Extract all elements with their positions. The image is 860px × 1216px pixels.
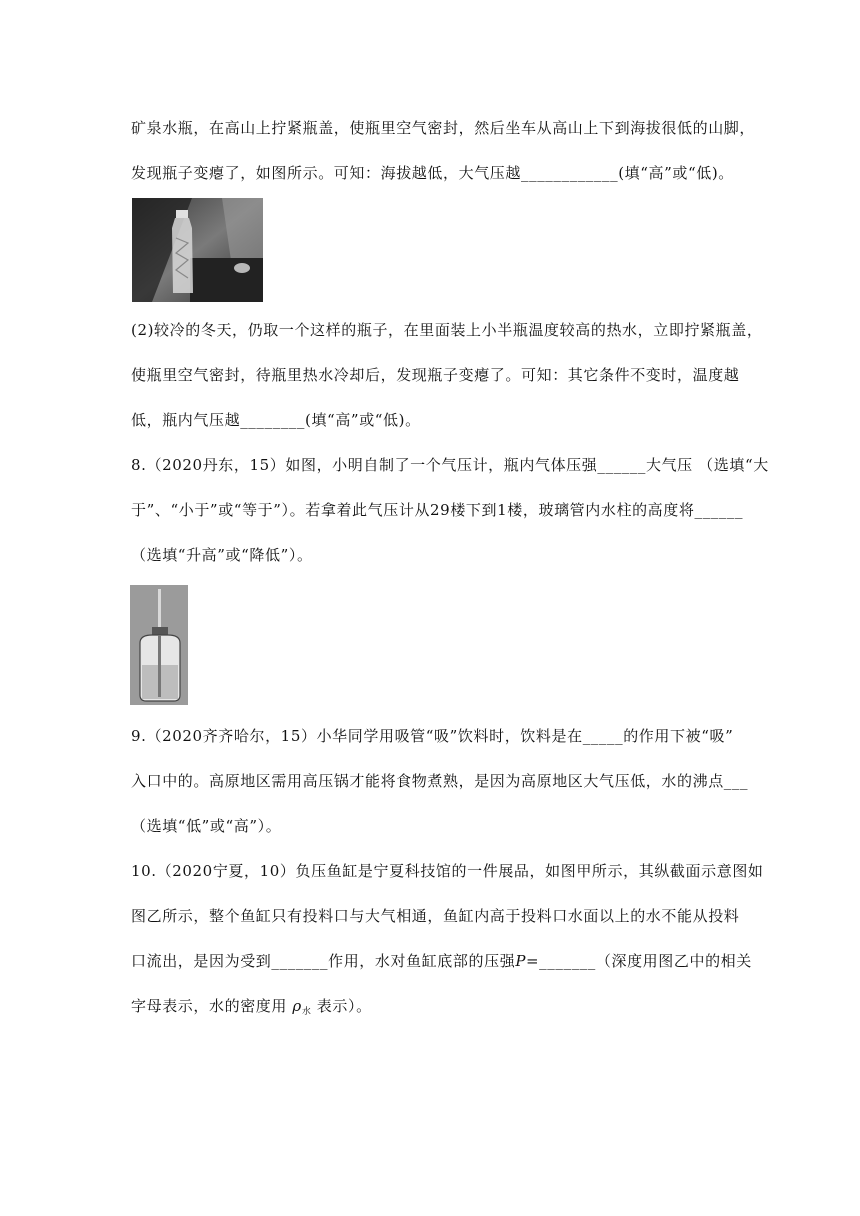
q7-part2-line-2: 使瓶里空气密封，待瓶里热水冷却后，发现瓶子变瘪了。可知：其它条件不变时，温度越: [131, 366, 740, 384]
q8-line-2: 于”、“小于”或“等于”）。若拿着此气压计从29楼下到1楼，玻璃管内水柱的高度将______: [131, 501, 744, 519]
rho-subscript: 水: [301, 1007, 312, 1017]
q8-line-1: 8.（2020丹东，15）如图，小明自制了一个气压计，瓶内气体压强______大气压 （选填“大: [131, 456, 769, 474]
q8-line-3: （选填“升高”或“降低”）。: [131, 546, 313, 564]
pressure-variable: P: [515, 952, 527, 970]
q10-line-4-part-b: 表示）。: [316, 997, 372, 1015]
q7-text-line-1: 矿泉水瓶，在高山上拧紧瓶盖，使瓶里空气密封，然后坐车从高山上下到海拔很低的山脚，: [131, 119, 756, 137]
rho-symbol: ρ: [292, 997, 302, 1015]
q9-line-3: （选填“低”或“高”）。: [131, 817, 282, 835]
barometer-bottle-photo: [130, 585, 188, 705]
q10-line-3-part-a: 口流出，是因为受到_______作用，水对鱼缸底部的压强: [131, 952, 516, 970]
q9-line-1: 9.（2020齐齐哈尔，15）小华同学用吸管“吸”饮料时，饮料是在_____的作用下被“吸”: [131, 727, 734, 745]
q7-part2-line-1: (2)较冷的冬天，仍取一个这样的瓶子，在里面装上小半瓶温度较高的热水，立即拧紧瓶盖，: [131, 321, 763, 339]
q7-part2-line-3: 低，瓶内气压越________(填“高”或“低)。: [131, 411, 421, 429]
q10-line-3: [131, 951, 752, 971]
q10-line-4-part-a: 字母表示，水的密度用: [131, 997, 288, 1015]
q10-line-3-part-b: =_______（深度用图乙中的相关: [526, 952, 752, 970]
q10-line-4: [131, 996, 372, 1022]
q9-line-2: 入口中的。高原地区需用高压锅才能将食物煮熟，是因为高原地区大气压低，水的沸点___: [131, 772, 749, 790]
q10-line-1: 10.（2020宁夏，10）负压鱼缸是宁夏科技馆的一件展品，如图甲所示，其纵截面示意图如: [131, 862, 764, 880]
q7-text-line-2: 发现瓶子变瘪了，如图所示。可知：海拔越低，大气压越____________(填“高”或“低)。: [131, 164, 734, 182]
q10-line-2: 图乙所示，整个鱼缸只有投料口与大气相通，鱼缸内高于投料口水面以上的水不能从投料: [131, 907, 740, 925]
crushed-bottle-photo: [132, 198, 263, 302]
